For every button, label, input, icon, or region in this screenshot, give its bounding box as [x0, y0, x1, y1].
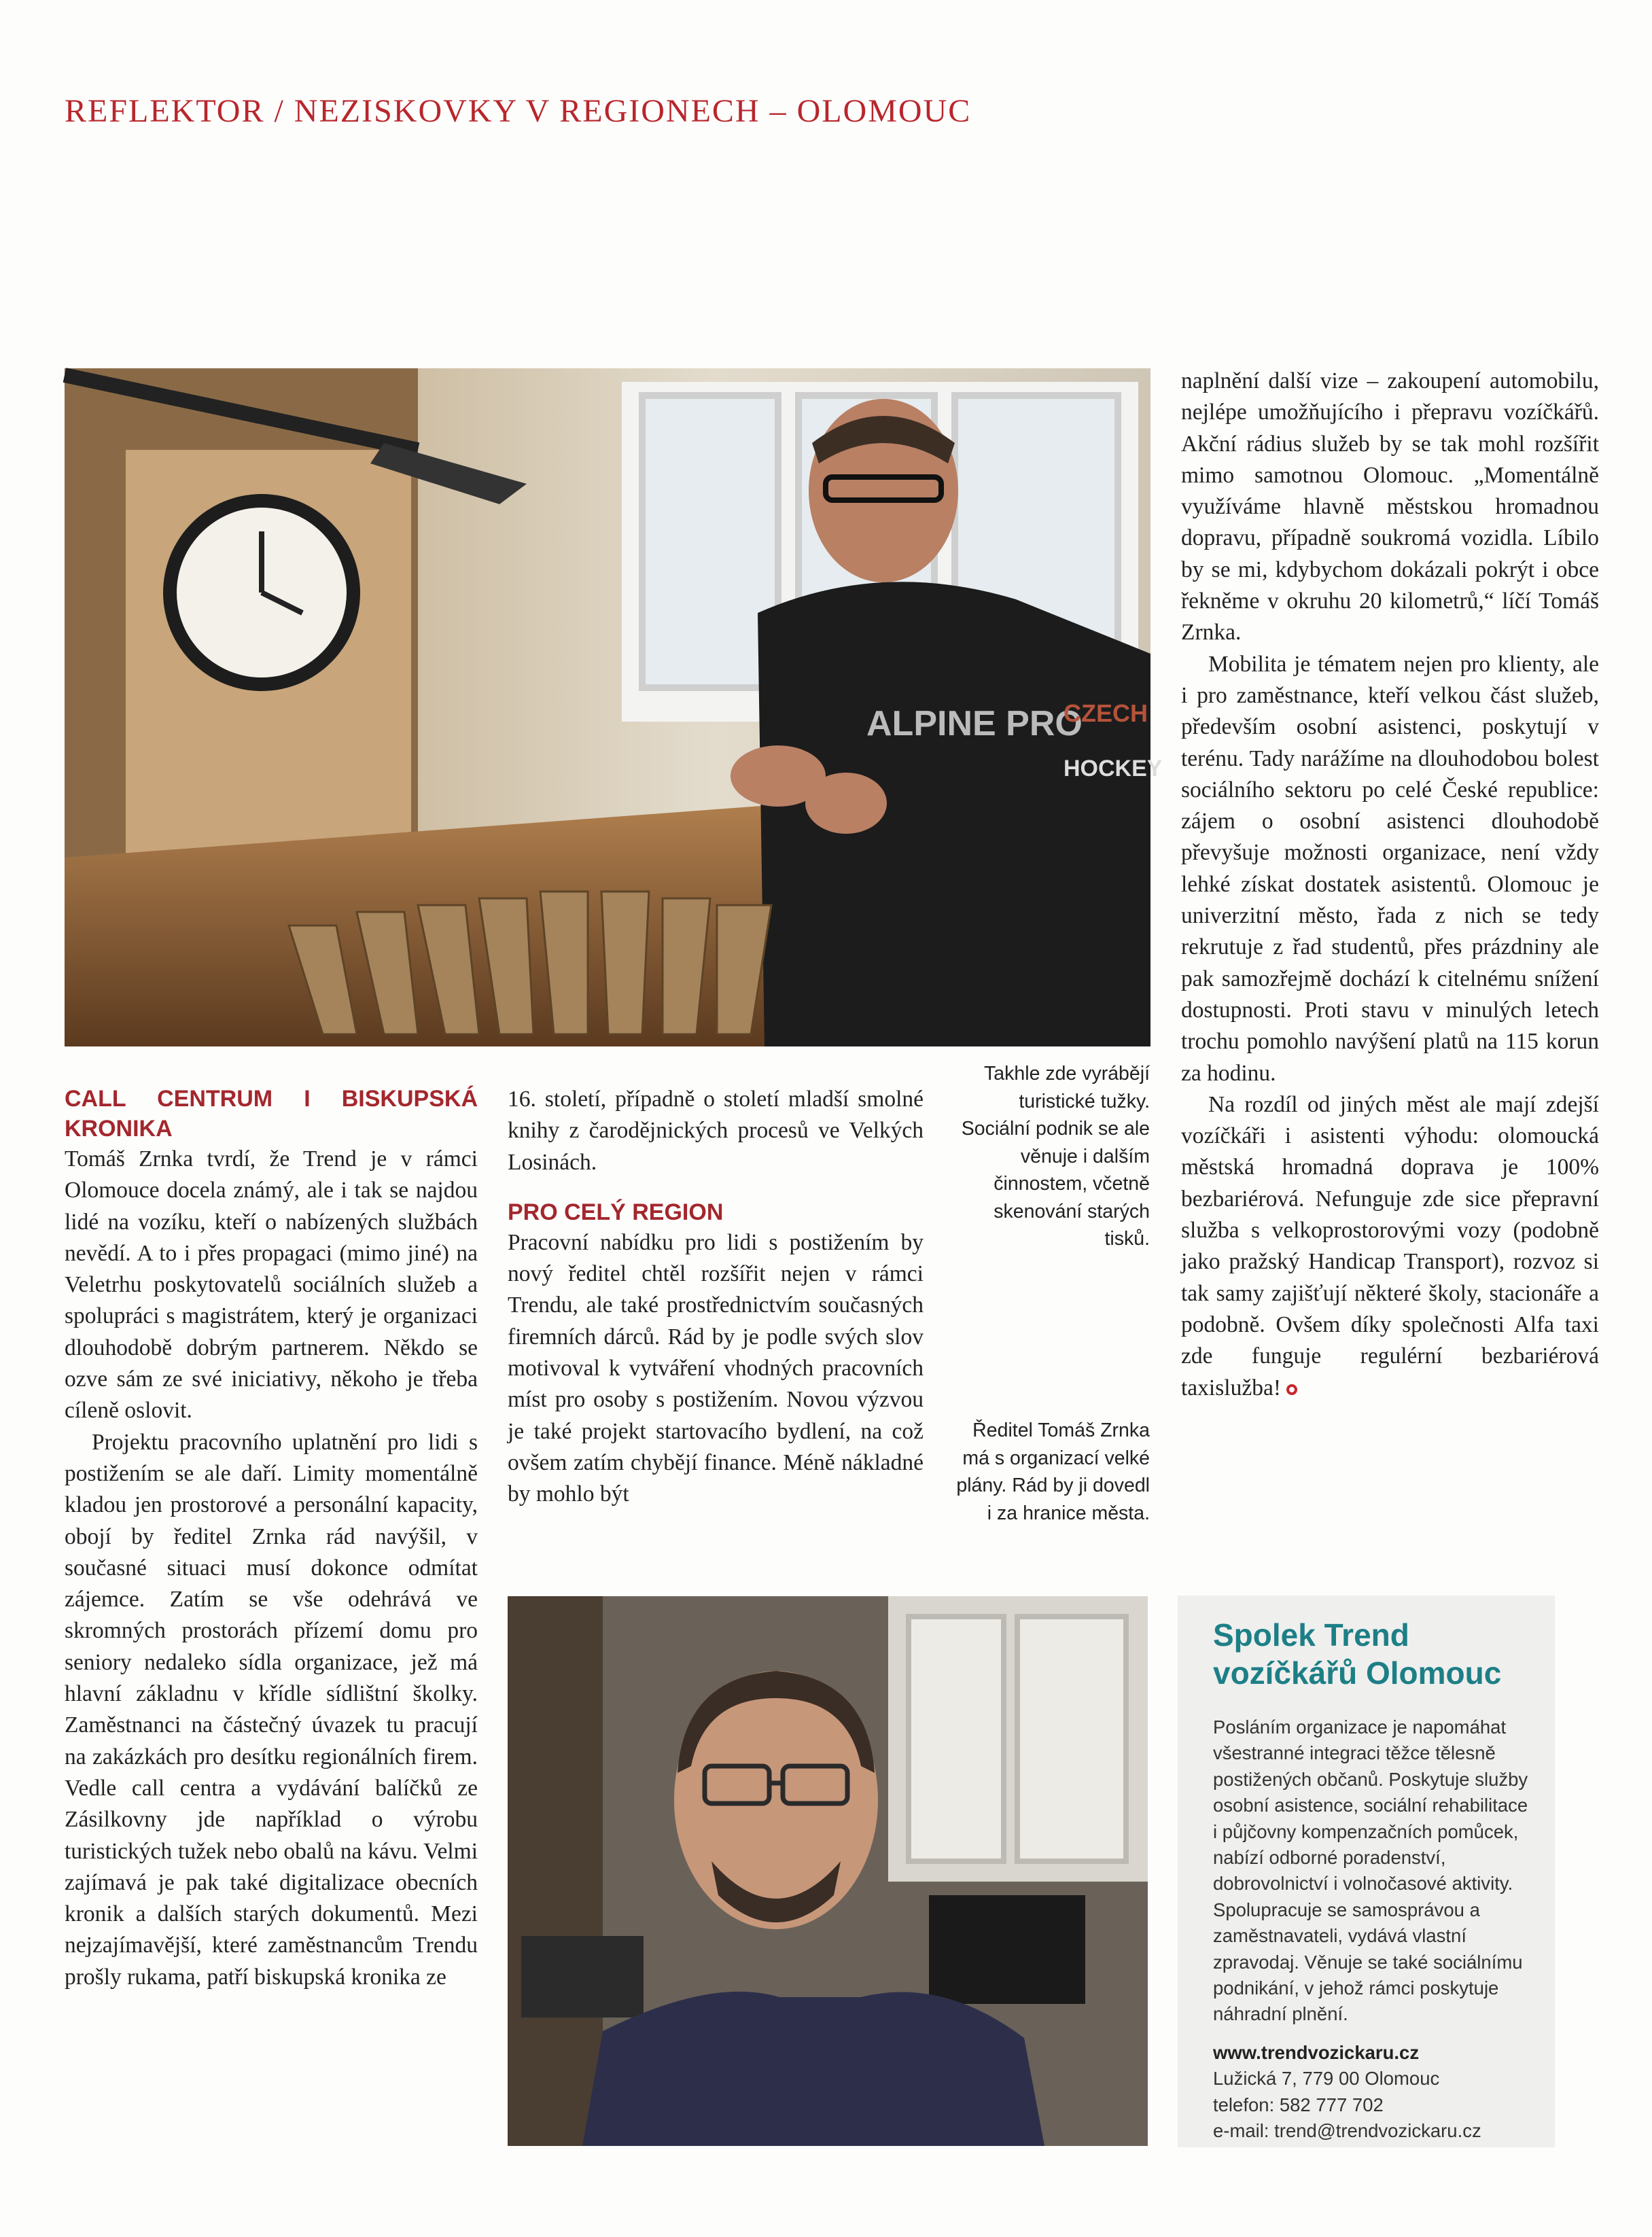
phone-text: telefon: 582 777 702 — [1213, 2094, 1384, 2115]
article-paragraph: 16. století, případně o století mladší smolné knihy z čarodějnických procesů ve Velkých Losinách. — [508, 1087, 924, 1175]
article-paragraph: Mobilita je tématem nejen pro klienty, ale i pro zaměstnance, kteří velkou část služeb, především osobní asistenci, poskytují v terénu. Tady narážíme na dlouhodobou bolest sociálního sektoru po celé České republice: zájem o osobní asistenci dlouhodobě převyšuje možnosti organizace, není vždy lehké získat dostatek asistentů. Olomouc je univerzitní město, řada z nich se tedy rekrutuje z řad studentů, přes prázdniny ale pak samozřejmě dochází k citelnému snížení dostupnosti. Proti stavu v minulých letech trochu pomohlo navýšení platů na 115 korun za hodinu. — [1181, 651, 1599, 1086]
article-paragraph: Na rozdíl od jiných měst ale mají zdejší vozíčkáři i asistenti výhodu: olomoucká městská hromadná doprava je 100% bezbariérová. Nefunguje zde sice přepravní služba s velkoprostorovými vozy (podobně jako pražský Handicap Transport), rozvoz si tak samy zajišťují některé školy, stacionáře a podobně. Ovšem díky společnosti Alfa taxi zde funguje regulérní bezbariérová taxislužba! — [1181, 1091, 1599, 1401]
article-column-1 — [65, 1084, 478, 1993]
email-text: e-mail: trend@trendvozickaru.cz — [1213, 2120, 1481, 2142]
shirt-brand-text: ALPINE PRO — [866, 704, 1083, 743]
organization-info-box — [1178, 1596, 1555, 2147]
subheading-call-centrum: CALL CENTRUM I BISKUPSKÁ KRONIKA — [65, 1086, 478, 1142]
director-portrait-photo — [508, 1596, 1148, 2146]
end-of-article-icon — [1286, 1384, 1297, 1395]
article-paragraph: naplnění další vize – zakoupení automobilu, nejlépe umožňujícího i přepravu vozíčkářů. Akční rádius služeb by se tak mohl rozšířit mimo samotnou Olomouc. „Momentálně využíváme hlavně městskou hromadnou dopravu, případně soukromá vozidla. Líbilo by se mi, kdybychom dokázali pokrýt i obce řekněme v okruhu 20 kilometrů,“ líčí Tomáš Zrnka. — [1181, 368, 1599, 646]
website-link[interactable]: www.trendvozickaru.cz — [1213, 2041, 1420, 2063]
info-box-body — [1213, 1714, 1532, 2145]
article-column-2 — [508, 1084, 924, 1511]
section-header: REFLEKTOR / NEZISKOVKY V REGIONECH – OLOMOUC — [65, 93, 972, 129]
subheading-pro-cely-region: PRO CELÝ REGION — [508, 1199, 724, 1225]
article-column-4 — [1181, 366, 1599, 1404]
workshop-photo — [65, 368, 1163, 1046]
info-box-description: Posláním organizace je napomáhat všestranné integraci těžce tělesně postižených občanů. Poskytuje služby osobní asistence, sociální rehabilitace i půjčovny kompenzačních pomůcek, nabízí odborné poradenství, dobrovolnictví i volnočasové aktivity. Spolupracuje se samosprávou a zaměstnavateli, vydává vlastní zpravodaj. Věnuje se také sociálnímu podnikání, v jehož rámci poskytuje náhradní plnění. — [1213, 1716, 1528, 2025]
photo-caption-workshop: Takhle zde vyrábějí turistické tužky. Sociální podnik se ale věnuje i dalším činnostem, včetně skenování starých tisků. — [961, 1063, 1150, 1250]
address-text: Lužická 7, 779 00 Olomouc — [1213, 2068, 1440, 2090]
shirt-side-text-2: HOCKEY — [1064, 756, 1163, 781]
article-paragraph: Tomáš Zrnka tvrdí, že Trend je v rámci Olomouce docela známý, ale i tak se najdou lidé na vozíku, kteří o nabízených službách nevědí. A to i přes propagaci (mimo jiné) na Veletrhu poskytovatelů sociálních služeb a spolupráci s magistrátem, který je organizaci dlouhodobě dobrým partnerem. Někdo se ozve sám ze své iniciativy, někoho je třeba cíleně oslovit. — [65, 1146, 478, 1424]
article-paragraph: Projektu pracovního uplatnění pro lidi s postižením se ale daří. Limity momentálně kladou jen prostorové a personální kapacity, obojí by ředitel Zrnka rád navýšil, v současné situaci musí dokonce odmítat zájemce. Zatím se vše odehrává ve skromných prostorách přízemí domu pro seniory nedaleko sídla organizace, jež má hlavní základnu v křídle sídlištní školky. Zaměstnanci na částečný úvazek tu pracují na zakázkách pro desítku regionálních firem. Vedle call centra a vydávání balíčků ze Zásilkovny jde například o výrobu turistických tužek nebo obalů na kávu. Velmi zajímavá je pak také digitalizace obecních kronik a dalších starých dokumentů. Mezi nejzajímavější, které zaměstnancům Trendu prošly rukama, patří biskupská kronika ze — [65, 1429, 478, 1990]
workshop-photo-illustration — [65, 368, 1163, 1046]
info-box-title — [1213, 1616, 1501, 1692]
article-paragraph: Pracovní nabídku pro lidi s postižením by nový ředitel chtěl rozšířit nejen v rámci Trendu, ale také prostřednictvím současných firemních dárců. Rád by je podle svých slov motivoval k vytváření vhodných pracovních míst pro osoby s postižením. Novou výzvou je také projekt startovacího bydlení, na což ovšem zatím chybějí finance. Méně nákladné by mohlo být — [508, 1229, 924, 1507]
photo-caption-director: Ředitel Tomáš Zrnka má s organizací velké plány. Rád by ji dovedl i za hranice města. — [956, 1420, 1150, 1524]
director-portrait-illustration — [508, 1596, 1148, 2146]
info-box-title-line-2: vozíčkářů Olomouc — [1213, 1655, 1502, 1691]
shirt-side-text-1: CZECH — [1064, 699, 1148, 727]
info-box-title-line-1: Spolek Trend — [1213, 1617, 1409, 1653]
